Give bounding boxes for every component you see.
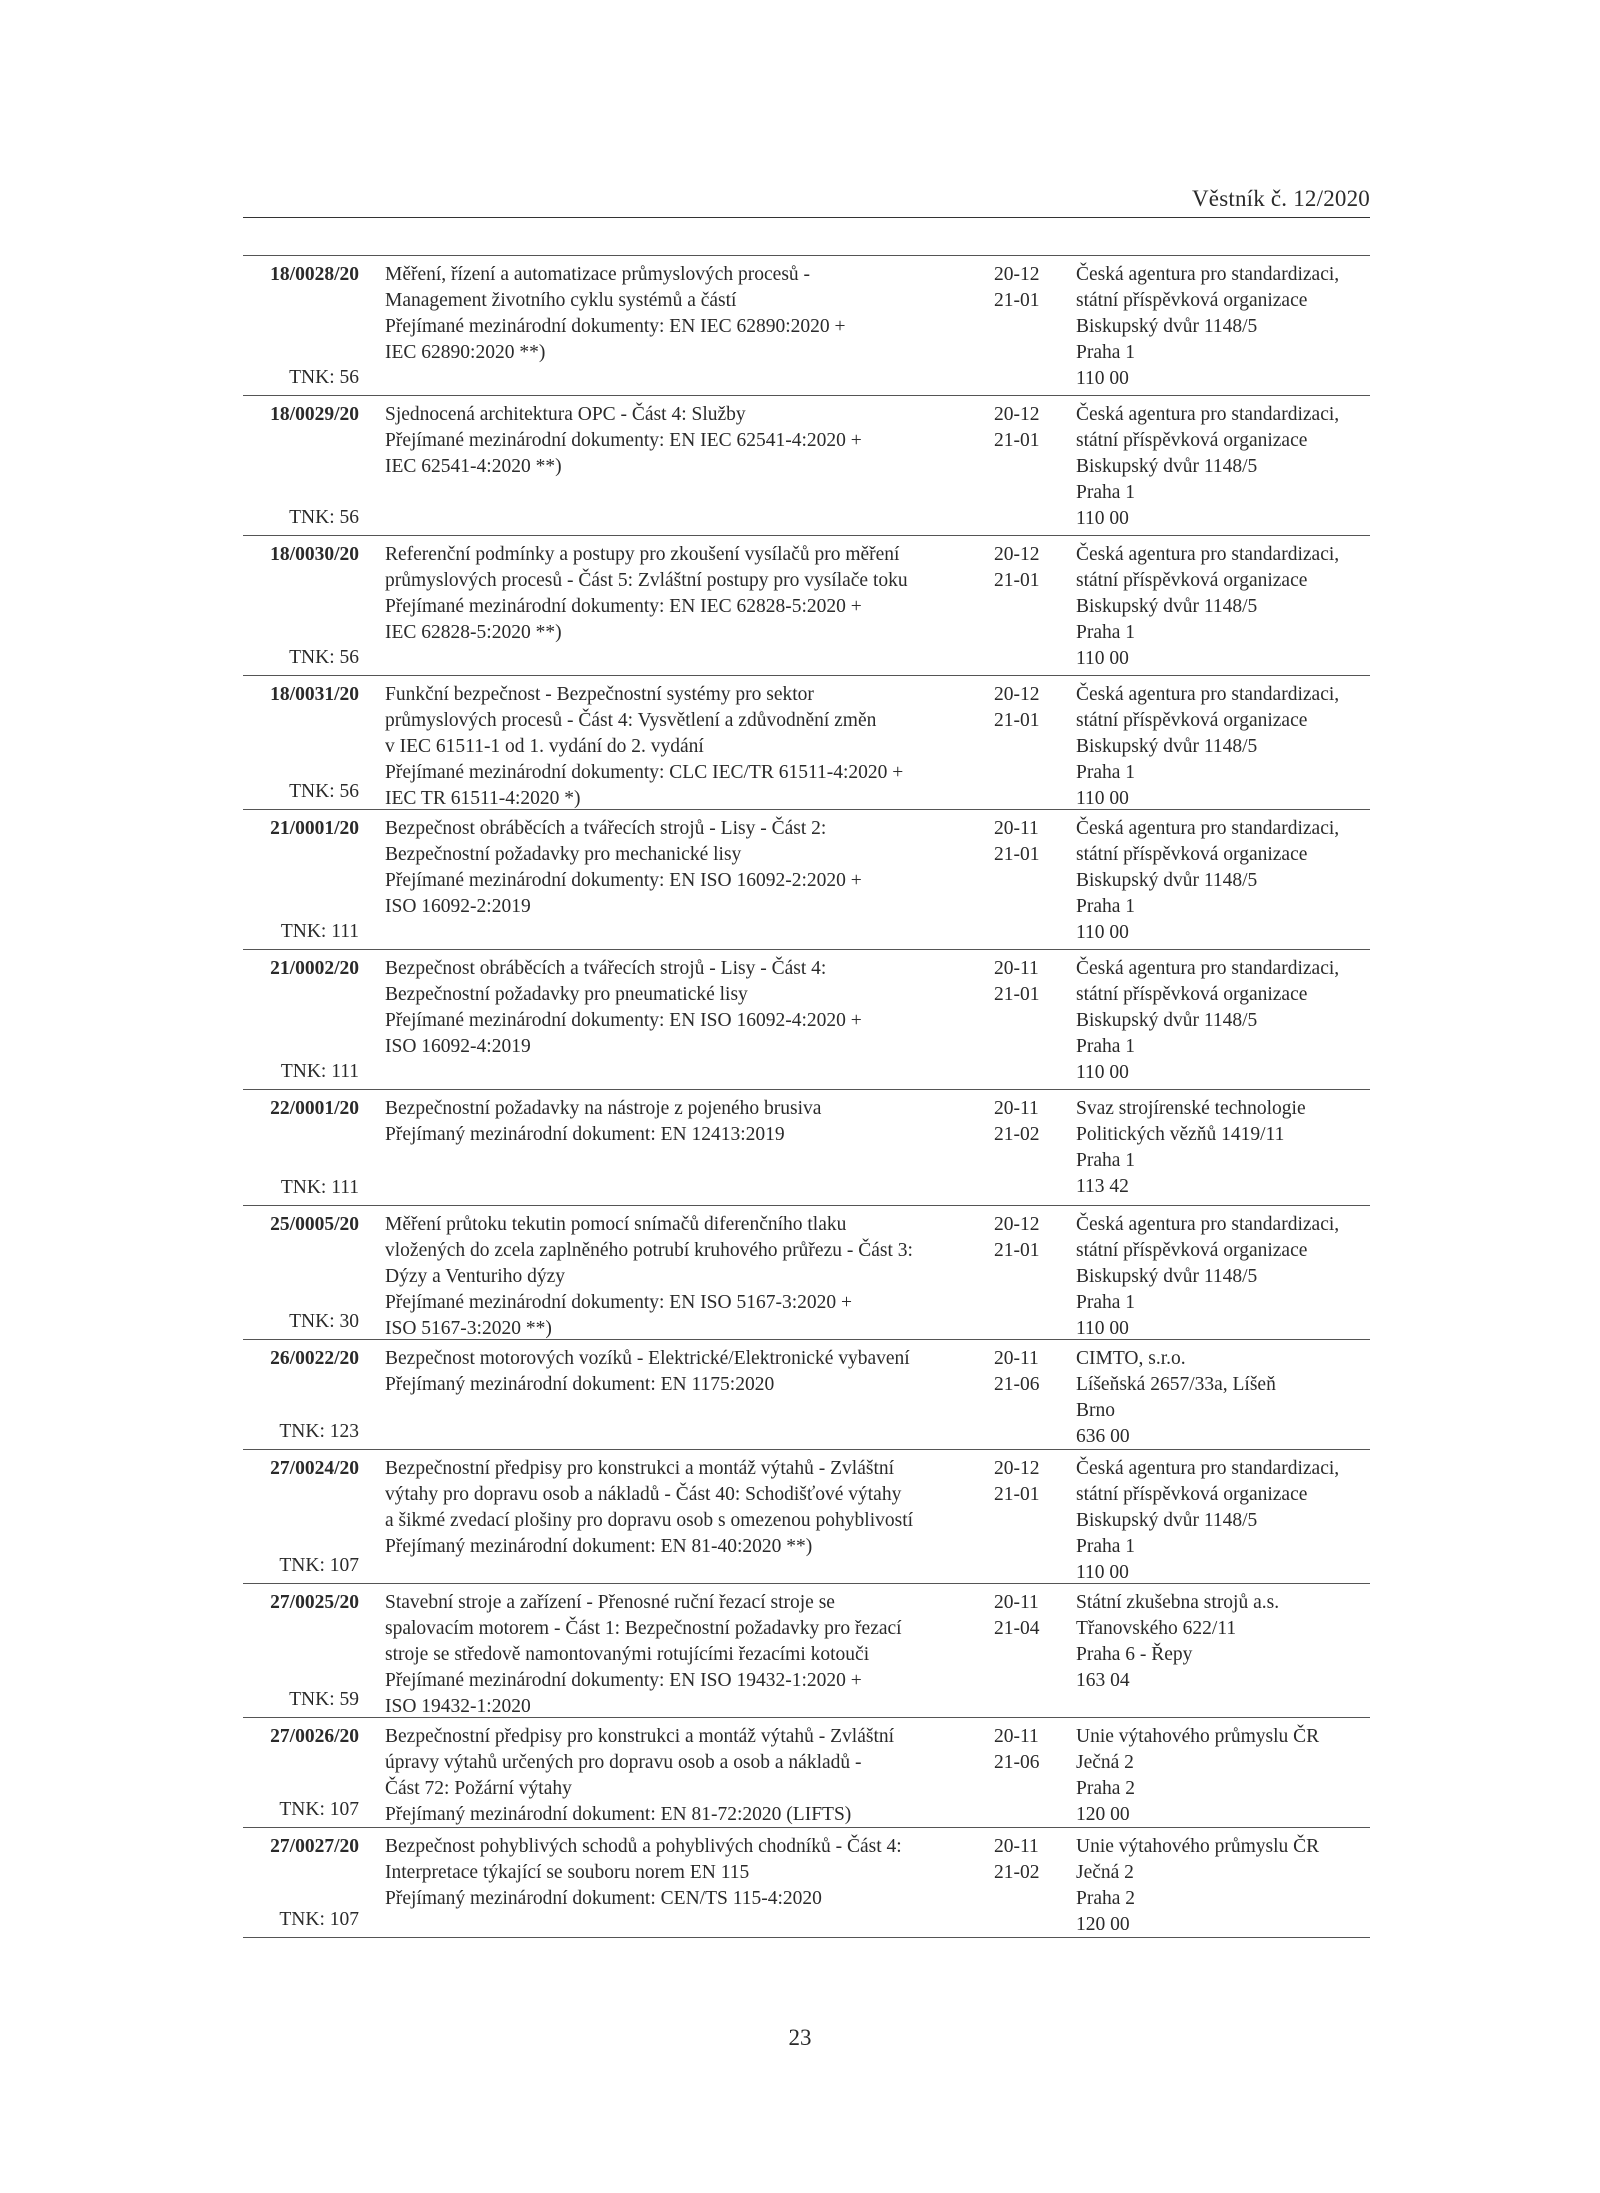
record-address-cell — [1076, 1096, 1370, 1201]
record-title-line: Přejímaný mezinárodní dokument: EN 81-40:2020 **) — [385, 1536, 813, 1557]
record-title-cell — [385, 542, 977, 671]
record-date: 21-04 — [994, 1618, 1040, 1639]
record-title-line: Přejímané mezinárodní dokumenty: EN ISO 5167-3:2020 + — [385, 1292, 853, 1313]
record-address-line: Česká agentura pro standardizaci, — [1076, 818, 1340, 839]
record-address-line: Politických vězňů 1419/11 — [1076, 1124, 1285, 1145]
record-date: 21-01 — [994, 984, 1040, 1005]
record-number: 27/0027/20 — [270, 1836, 359, 1857]
record-title-line: průmyslových procesů - Část 5: Zvláštní postupy pro vysílače toku — [385, 570, 908, 591]
record-address-line: státní příspěvková organizace — [1076, 1484, 1308, 1505]
record-address-line: 163 04 — [1076, 1670, 1130, 1691]
record-title-line: IEC 62890:2020 **) — [385, 342, 546, 363]
record-title-line: v IEC 61511-1 od 1. vydání do 2. vydání — [385, 736, 704, 757]
record-date: 20-11 — [994, 1592, 1039, 1613]
record-dates-cell — [994, 1834, 1062, 1933]
record-id-cell — [243, 402, 359, 531]
record-title-line: Bezpečnost pohyblivých schodů a pohyblivých chodníků - Část 4: — [385, 1836, 902, 1857]
record-title-line: Bezpečnost obráběcích a tvářecích strojů - Lisy - Část 2: — [385, 818, 827, 839]
record-date: 20-12 — [994, 404, 1040, 425]
record-date: 21-06 — [994, 1374, 1040, 1395]
record-address-line: 110 00 — [1076, 508, 1129, 529]
standards-table — [243, 255, 1370, 1938]
record-dates-cell — [994, 682, 1062, 805]
record-title-line: a šikmé zvedací plošiny pro dopravu osob s omezenou pohyblivostí — [385, 1510, 914, 1531]
record-address-line: státní příspěvková organizace — [1076, 984, 1308, 1005]
record-date: 21-06 — [994, 1752, 1040, 1773]
record-address-line: Ječná 2 — [1076, 1752, 1134, 1773]
record-date: 20-12 — [994, 1458, 1040, 1479]
record-date: 20-11 — [994, 1836, 1039, 1857]
record-address-line: 113 42 — [1076, 1176, 1129, 1197]
record-address-line: 110 00 — [1076, 648, 1129, 669]
record-title-line: Přejímané mezinárodní dokumenty: EN ISO 16092-4:2020 + — [385, 1010, 862, 1031]
record-title-line: průmyslových procesů - Část 4: Vysvětlení a zdůvodnění změn — [385, 710, 877, 731]
record-address-line: Státní zkušebna strojů a.s. — [1076, 1592, 1280, 1613]
bulletin-title: Věstník č. 12/2020 — [1192, 186, 1370, 211]
record-date: 20-11 — [994, 1348, 1039, 1369]
record-address-line: Biskupský dvůr 1148/5 — [1076, 596, 1258, 617]
record-number: 22/0001/20 — [270, 1098, 359, 1119]
record-address-cell — [1076, 816, 1370, 945]
record-address-line: Praha 1 — [1076, 482, 1136, 503]
record-tnk: TNK: 111 — [280, 1061, 359, 1082]
record-date: 21-01 — [994, 430, 1040, 451]
record-address-line: 110 00 — [1076, 1318, 1129, 1339]
record-address-line: 120 00 — [1076, 1804, 1130, 1825]
record-number: 26/0022/20 — [270, 1348, 359, 1369]
record-date: 20-11 — [994, 1098, 1039, 1119]
record-address-line: Biskupský dvůr 1148/5 — [1076, 1266, 1258, 1287]
record-dates-cell — [994, 1212, 1062, 1335]
record-title-line: Bezpečnostní předpisy pro konstrukci a montáž výtahů - Zvláštní — [385, 1458, 895, 1479]
record-tnk: TNK: 56 — [289, 781, 359, 802]
record-id-cell — [243, 542, 359, 671]
record-address-line: Praha 1 — [1076, 342, 1136, 363]
record-address-line: Svaz strojírenské technologie — [1076, 1098, 1306, 1119]
record-date: 21-01 — [994, 1484, 1040, 1505]
record-address-cell — [1076, 1456, 1370, 1583]
record-number: 27/0024/20 — [270, 1458, 359, 1479]
record-number: 18/0031/20 — [270, 684, 359, 705]
record-title-cell — [385, 1724, 977, 1823]
record-address-line: Třanovského 622/11 — [1076, 1618, 1237, 1639]
record-title-line: Přejímaný mezinárodní dokument: EN 81-72:2020 (LIFTS) — [385, 1804, 852, 1825]
record-tnk: TNK: 111 — [280, 1177, 359, 1198]
record-title-line: ISO 5167-3:2020 **) — [385, 1318, 552, 1339]
page-number: 23 — [788, 2025, 812, 2050]
record-number: 18/0029/20 — [270, 404, 359, 425]
record-title-line: IEC TR 61511-4:2020 *) — [385, 788, 581, 809]
table-row — [243, 256, 1370, 396]
record-title-line: Část 72: Požární výtahy — [385, 1778, 572, 1799]
record-number: 18/0030/20 — [270, 544, 359, 565]
table-row — [243, 1090, 1370, 1206]
table-row — [243, 810, 1370, 950]
record-title-line: Referenční podmínky a postupy pro zkoušení vysílačů pro měření — [385, 544, 900, 565]
record-address-line: Praha 1 — [1076, 762, 1136, 783]
record-tnk: TNK: 56 — [289, 507, 359, 528]
record-title-line: výtahy pro dopravu osob a nákladů - Část 40: Schodišťové výtahy — [385, 1484, 902, 1505]
record-title-line: stroje se středově namontovanými rotujícími řezacími kotouči — [385, 1644, 870, 1665]
record-address-cell — [1076, 1724, 1370, 1823]
record-address-cell — [1076, 1590, 1370, 1713]
table-row — [243, 536, 1370, 676]
record-id-cell — [243, 1456, 359, 1579]
record-date: 20-12 — [994, 544, 1040, 565]
record-id-cell — [243, 262, 359, 391]
record-address-line: Česká agentura pro standardizaci, — [1076, 1214, 1340, 1235]
record-title-line: Přejímaný mezinárodní dokument: CEN/TS 115-4:2020 — [385, 1888, 822, 1909]
record-address-line: státní příspěvková organizace — [1076, 844, 1308, 865]
record-title-line: úpravy výtahů určených pro dopravu osob a osob a nákladů - — [385, 1752, 862, 1773]
record-address-cell — [1076, 682, 1370, 809]
record-date: 21-01 — [994, 1240, 1040, 1261]
record-address-line: Česká agentura pro standardizaci, — [1076, 958, 1340, 979]
record-address-line: Biskupský dvůr 1148/5 — [1076, 1010, 1258, 1031]
record-tnk: TNK: 59 — [289, 1689, 359, 1710]
record-address-line: Praha 1 — [1076, 896, 1136, 917]
record-title-line: Měření průtoku tekutin pomocí snímačů diferenčního tlaku — [385, 1214, 847, 1235]
record-address-line: 120 00 — [1076, 1914, 1130, 1935]
record-address-line: Líšeňská 2657/33a, Líšeň — [1076, 1374, 1276, 1395]
record-title-line: Bezpečnost motorových vozíků - Elektrické/Elektronické vybavení — [385, 1348, 910, 1369]
record-address-line: Biskupský dvůr 1148/5 — [1076, 736, 1258, 757]
table-row — [243, 1584, 1370, 1718]
record-id-cell — [243, 956, 359, 1085]
record-address-line: Biskupský dvůr 1148/5 — [1076, 870, 1258, 891]
record-title-line: Funkční bezpečnost - Bezpečnostní systémy pro sektor — [385, 684, 814, 705]
record-title-line: Přejímaný mezinárodní dokument: EN 12413:2019 — [385, 1124, 785, 1145]
record-address-cell — [1076, 1834, 1370, 1933]
record-address-line: Unie výtahového průmyslu ČR — [1076, 1726, 1320, 1747]
record-address-line: CIMTO, s.r.o. — [1076, 1348, 1186, 1369]
record-address-line: 636 00 — [1076, 1426, 1130, 1447]
record-title-line: Přejímané mezinárodní dokumenty: EN ISO 16092-2:2020 + — [385, 870, 862, 891]
record-title-cell — [385, 402, 977, 531]
record-id-cell — [243, 1096, 359, 1201]
record-address-line: Praha 2 — [1076, 1888, 1136, 1909]
record-address-line: Praha 6 - Řepy — [1076, 1644, 1193, 1665]
record-address-line: 110 00 — [1076, 922, 1129, 943]
record-title-line: Přejímané mezinárodní dokumenty: EN ISO 19432-1:2020 + — [385, 1670, 862, 1691]
record-title-cell — [385, 1096, 977, 1201]
record-address-line: Česká agentura pro standardizaci, — [1076, 544, 1340, 565]
record-title-line: Přejímané mezinárodní dokumenty: CLC IEC/TR 61511-4:2020 + — [385, 762, 904, 783]
record-title-line: Bezpečnostní požadavky pro pneumatické lisy — [385, 984, 748, 1005]
record-address-line: státní příspěvková organizace — [1076, 570, 1308, 591]
record-title-line: Přejímané mezinárodní dokumenty: EN IEC 62541-4:2020 + — [385, 430, 862, 451]
record-dates-cell — [994, 402, 1062, 531]
record-address-line: Unie výtahového průmyslu ČR — [1076, 1836, 1320, 1857]
record-tnk: TNK: 56 — [289, 647, 359, 668]
record-address-line: Praha 1 — [1076, 622, 1136, 643]
record-tnk: TNK: 111 — [280, 921, 359, 942]
record-address-line: Biskupský dvůr 1148/5 — [1076, 456, 1258, 477]
record-date: 21-01 — [994, 710, 1040, 731]
record-date: 20-12 — [994, 1214, 1040, 1235]
record-title-line: ISO 16092-2:2019 — [385, 896, 531, 917]
record-address-line: Praha 1 — [1076, 1292, 1136, 1313]
record-address-line: Česká agentura pro standardizaci, — [1076, 264, 1340, 285]
record-address-line: Biskupský dvůr 1148/5 — [1076, 1510, 1258, 1531]
record-address-line: Česká agentura pro standardizaci, — [1076, 404, 1340, 425]
record-title-cell — [385, 956, 977, 1085]
record-title-line: Přejímané mezinárodní dokumenty: EN IEC 62890:2020 + — [385, 316, 846, 337]
record-address-cell — [1076, 1346, 1370, 1445]
record-date: 21-02 — [994, 1124, 1040, 1145]
record-number: 18/0028/20 — [270, 264, 359, 285]
record-address-line: Praha 1 — [1076, 1536, 1136, 1557]
record-tnk: TNK: 107 — [279, 1555, 359, 1576]
record-number: 21/0001/20 — [270, 818, 359, 839]
record-dates-cell — [994, 1724, 1062, 1823]
record-date: 20-12 — [994, 684, 1040, 705]
record-title-line: Sjednocená architektura OPC - Část 4: Služby — [385, 404, 746, 425]
record-address-line: státní příspěvková organizace — [1076, 430, 1308, 451]
record-date: 21-01 — [994, 290, 1040, 311]
record-title-cell — [385, 682, 977, 809]
table-row — [243, 950, 1370, 1090]
record-dates-cell — [994, 1590, 1062, 1713]
record-title-line: Bezpečnostní požadavky na nástroje z pojeného brusiva — [385, 1098, 822, 1119]
record-address-line: Ječná 2 — [1076, 1862, 1134, 1883]
record-number: 27/0026/20 — [270, 1726, 359, 1747]
record-title-cell — [385, 1212, 977, 1339]
record-title-line: Interpretace týkající se souboru norem EN 115 — [385, 1862, 750, 1883]
record-address-line: 110 00 — [1076, 1062, 1129, 1083]
record-address-line: Česká agentura pro standardizaci, — [1076, 684, 1340, 705]
record-id-cell — [243, 816, 359, 945]
record-number: 27/0025/20 — [270, 1592, 359, 1613]
record-address-cell — [1076, 956, 1370, 1085]
record-date: 20-11 — [994, 958, 1039, 979]
record-dates-cell — [994, 816, 1062, 945]
record-id-cell — [243, 1834, 359, 1933]
record-title-cell — [385, 1590, 977, 1717]
record-dates-cell — [994, 262, 1062, 391]
record-dates-cell — [994, 1456, 1062, 1579]
record-address-line: 110 00 — [1076, 368, 1129, 389]
record-number: 21/0002/20 — [270, 958, 359, 979]
record-address-line: státní příspěvková organizace — [1076, 290, 1308, 311]
record-title-cell — [385, 1834, 977, 1933]
record-title-cell — [385, 262, 977, 391]
record-title-line: IEC 62541-4:2020 **) — [385, 456, 562, 477]
record-tnk: TNK: 56 — [289, 367, 359, 388]
record-title-line: ISO 16092-4:2019 — [385, 1036, 531, 1057]
record-tnk: TNK: 30 — [289, 1311, 359, 1332]
record-dates-cell — [994, 1346, 1062, 1445]
table-row — [243, 1718, 1370, 1828]
record-date: 21-02 — [994, 1862, 1040, 1883]
table-row — [243, 676, 1370, 810]
record-id-cell — [243, 1212, 359, 1335]
record-title-line: Bezpečnostní předpisy pro konstrukci a montáž výtahů - Zvláštní — [385, 1726, 895, 1747]
record-title-line: Stavební stroje a zařízení - Přenosné ruční řezací stroje se — [385, 1592, 835, 1613]
record-address-line: Brno — [1076, 1400, 1115, 1421]
record-date: 21-01 — [994, 844, 1040, 865]
record-title-line: Management životního cyklu systémů a částí — [385, 290, 737, 311]
record-address-line: státní příspěvková organizace — [1076, 1240, 1308, 1261]
record-title-cell — [385, 1346, 977, 1445]
record-address-cell — [1076, 1212, 1370, 1339]
record-title-cell — [385, 1456, 977, 1579]
record-address-line: 110 00 — [1076, 1562, 1129, 1583]
record-date: 20-11 — [994, 1726, 1039, 1747]
record-title-line: Měření, řízení a automatizace průmyslových procesů - — [385, 264, 811, 285]
record-tnk: TNK: 107 — [279, 1909, 359, 1930]
record-title-line: Přejímaný mezinárodní dokument: EN 1175:2020 — [385, 1374, 775, 1395]
record-id-cell — [243, 1724, 359, 1823]
record-title-line: Dýzy a Venturiho dýzy — [385, 1266, 565, 1287]
table-row — [243, 1450, 1370, 1584]
record-title-line: vložených do zcela zaplněného potrubí kruhového průřezu - Část 3: — [385, 1240, 913, 1261]
record-address-line: Biskupský dvůr 1148/5 — [1076, 316, 1258, 337]
record-tnk: TNK: 107 — [279, 1799, 359, 1820]
record-address-line: Praha 1 — [1076, 1036, 1136, 1057]
record-address-line: Česká agentura pro standardizaci, — [1076, 1458, 1340, 1479]
record-title-line: Bezpečnostní požadavky pro mechanické lisy — [385, 844, 742, 865]
record-address-line: 110 00 — [1076, 788, 1129, 809]
table-row — [243, 1206, 1370, 1340]
table-row — [243, 1828, 1370, 1938]
record-date: 20-11 — [994, 818, 1039, 839]
header-rule — [243, 217, 1370, 218]
record-title-line: spalovacím motorem - Část 1: Bezpečnostní požadavky pro řezací — [385, 1618, 902, 1639]
record-date: 21-01 — [994, 570, 1040, 591]
table-row — [243, 396, 1370, 536]
record-address-cell — [1076, 542, 1370, 671]
table-row — [243, 1340, 1370, 1450]
record-title-line: Přejímané mezinárodní dokumenty: EN IEC 62828-5:2020 + — [385, 596, 862, 617]
record-dates-cell — [994, 956, 1062, 1085]
record-id-cell — [243, 1590, 359, 1713]
record-number: 25/0005/20 — [270, 1214, 359, 1235]
record-address-line: Praha 1 — [1076, 1150, 1136, 1171]
record-address-cell — [1076, 262, 1370, 391]
record-address-cell — [1076, 402, 1370, 531]
record-dates-cell — [994, 1096, 1062, 1201]
record-tnk: TNK: 123 — [279, 1421, 359, 1442]
record-title-cell — [385, 816, 977, 945]
record-id-cell — [243, 682, 359, 805]
record-date: 20-12 — [994, 264, 1040, 285]
record-dates-cell — [994, 542, 1062, 671]
record-address-line: státní příspěvková organizace — [1076, 710, 1308, 731]
record-address-line: Praha 2 — [1076, 1778, 1136, 1799]
record-id-cell — [243, 1346, 359, 1445]
record-title-line: IEC 62828-5:2020 **) — [385, 622, 562, 643]
record-title-line: Bezpečnost obráběcích a tvářecích strojů - Lisy - Část 4: — [385, 958, 827, 979]
record-title-line: ISO 19432-1:2020 — [385, 1696, 531, 1717]
